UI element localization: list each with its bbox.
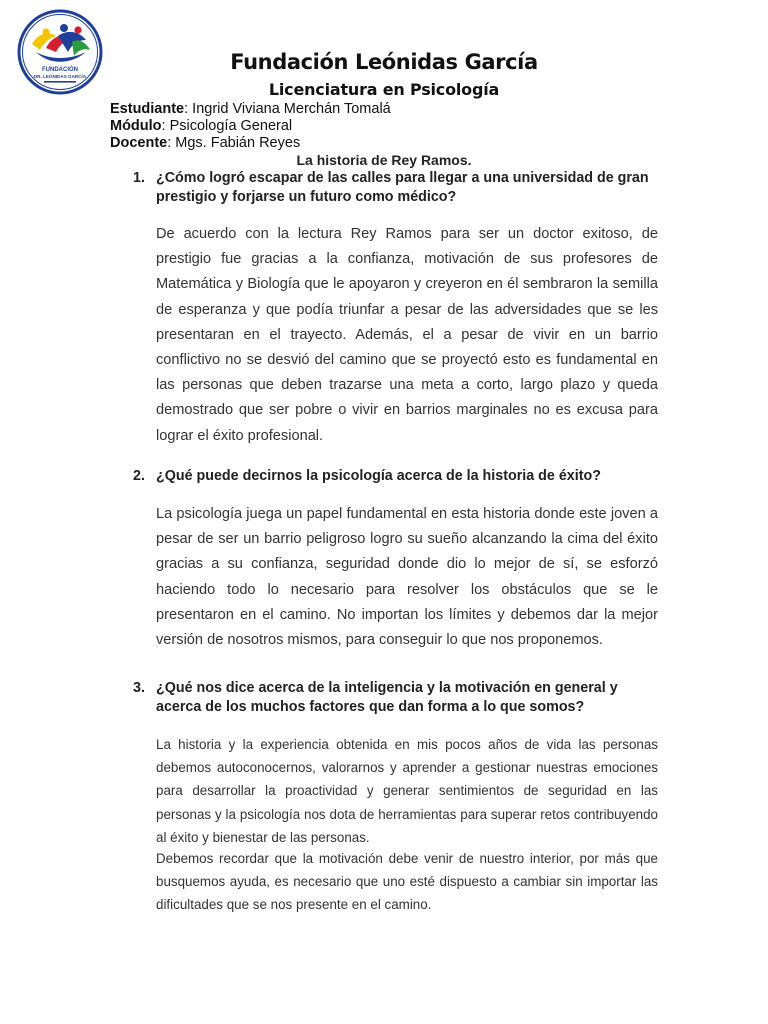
question-2 [133,467,663,486]
question-text: ¿Qué nos dice acerca de la inteligencia y la motivación en general y acerca de los muchos factores que dan forma a lo que somos? [156,680,618,715]
teacher-label: Docente [110,135,168,151]
module-value: : Psicología General [161,118,293,134]
question-number: 2. [133,468,145,484]
teacher-value: : Mgs. Fabián Reyes [167,135,301,151]
answer-1: De acuerdo con la lectura Rey Ramos para ser un doctor exitoso, de prestigio fue gracias a la confianza, motivación de sus profesores de Matemática y Biología que le apoyaron y creyeron en él sembraron la semilla de esperanza y que podía triunfar a pesar de las adversidades que se les presentaran en el trayecto. Además, el a pesar de vivir en un barrio conflictivo no se desvió del camino que se proyectó esto es fundamental en las personas que deben trazarse una meta a corto, largo plazo y queda demostrado que ser pobre o vivir en barrios marginales no es excusa para lograr el éxito profesional. [156,226,658,444]
answer-3: La historia y la experiencia obtenida en mis pocos años de vida las personas debemos autoconocernos, valorarnos y aprender a gestionar nuestras emociones para desarrollar la proactividad y generar sentimientos de seguridad en las personas y la psicología nos dota de herramientas para superar retos contribuyendo al éxito y bienestar de las personas. [156,737,658,845]
program-subtitle: Licenciatura en Psicología [268,80,500,99]
question-1 [133,169,663,206]
logo-text-line1: FUNDACIÓN [42,67,78,73]
teacher-line [110,135,391,152]
question-3 [133,679,663,716]
student-info [110,101,391,152]
question-number: 1. [133,170,145,186]
document-title: La historia de Rey Ramos. [296,152,472,168]
module-line [110,118,391,135]
institution-title: Fundación Leónidas García [230,50,538,74]
module-label: Módulo [110,118,162,134]
student-label: Estudiante [110,101,185,117]
question-number: 3. [133,680,145,696]
logo-text-line2: DR. LEÓNIDAS GARCÍA [33,74,87,79]
answer-3-continued: Debemos recordar que la motivación debe venir de nuestro interior, por más que busquemos ayuda, es necesario que uno esté dispuesto a cambiar sin importar las dificultades que se nos presente en el camino. [156,851,658,913]
question-text: ¿Cómo logró escapar de las calles para llegar a una universidad de gran prestigio y forjarse un futuro como médico? [156,170,649,205]
student-value: : Ingrid Viviana Merchán Tomalá [184,101,391,117]
answer-2: La psicología juega un papel fundamental en esta historia donde este joven a pesar de ser un barrio peligroso logro su sueño alcanzando la cima del éxito gracias a su confianza, seguridad donde dio lo mejor de sí, se esforzó haciendo todo lo necesario para resolver los obstáculos que se le presentaron en el camino. No importan los límites y debemos dar la mejor versión de nosotros mismos, para conseguir lo que nos proponemos. [156,506,658,649]
question-text: ¿Qué puede decirnos la psicología acerca de la historia de éxito? [156,468,601,484]
student-line [110,101,391,118]
